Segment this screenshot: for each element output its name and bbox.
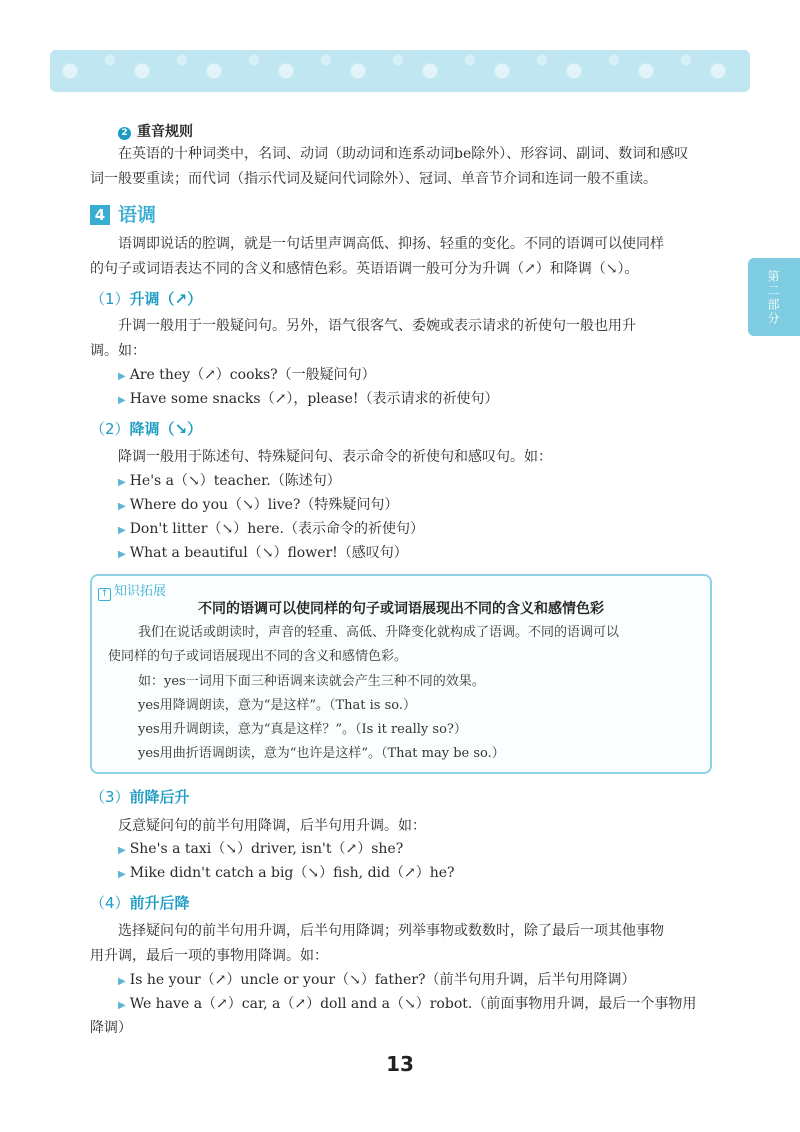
rise-fall-desc-line-1: 选择疑问句的前半句用升调，后半句用降调；列举事物或数数时，除了最后一项其他事物 <box>118 923 664 939</box>
example-text: She's a taxi（↘）driver, isn't（↗）she? <box>129 841 404 857</box>
stress-heading <box>118 121 193 141</box>
bullet-triangle-icon: ▶ <box>118 395 126 406</box>
falling-number: （2） <box>90 420 130 438</box>
fall-rise-title: 前降后升 <box>129 788 190 806</box>
bullet-triangle-icon: ▶ <box>118 371 126 382</box>
rise-fall-heading <box>90 892 190 913</box>
rise-fall-desc <box>90 919 710 968</box>
bullet-triangle-icon: ▶ <box>118 549 126 560</box>
intro-line-2: 的句子或词语表达不同的含义和感情色彩。英语语调一般可分为升调（↗）和降调（↘）。 <box>90 260 639 277</box>
example-text: He's a（↘）teacher.（陈述句） <box>129 473 341 489</box>
intro-line-1: 语调即说话的腔调，就是一句话里声调高低、抑扬、轻重的变化。不同的语调可以使同样 <box>118 236 664 252</box>
side-section-tab <box>748 258 800 336</box>
rise-fall-example-2 <box>118 992 696 1018</box>
fall-rise-heading <box>90 786 190 807</box>
bullet-triangle-icon: ▶ <box>118 477 126 488</box>
rise-fall-desc-line-2: 用升调，最后一项的事物用降调。如： <box>90 947 328 964</box>
rising-example-1 <box>118 363 376 389</box>
knowledge-expansion-box <box>90 574 712 774</box>
knowledge-line-5: yes用升调朗读，意为“真是这样？”。（Is it really so?） <box>138 722 467 737</box>
fall-rise-number: （3） <box>90 788 130 806</box>
side-tab-label: 第二部分 <box>766 270 780 326</box>
rising-desc-line-1: 升调一般用于一般疑问句。另外，语气很客气、委婉或表示请求的祈使句一般也用升 <box>118 318 636 334</box>
rising-title: 升调（↗） <box>129 290 203 308</box>
example-text: Don't litter（↘）here.（表示命令的祈使句） <box>129 521 424 537</box>
page-header-banner <box>50 50 750 92</box>
knowledge-line-3: 如：yes一词用下面三种语调来读就会产生三种不同的效果。 <box>138 674 485 689</box>
bullet-triangle-icon: ▶ <box>118 1000 126 1011</box>
bullet-triangle-icon: ▶ <box>118 976 126 987</box>
example-text: What a beautiful（↘）flower!（感叹句） <box>129 545 408 561</box>
intonation-intro <box>90 232 710 281</box>
example-text: Where do you（↘）live?（特殊疑问句） <box>129 497 399 513</box>
fall-rise-example-1 <box>118 837 403 863</box>
example-text: Are they（↗）cooks?（一般疑问句） <box>129 367 376 383</box>
example-text: Have some snacks（↗），please!（表示请求的祈使句） <box>129 391 499 407</box>
bullet-triangle-icon: ▶ <box>118 501 126 512</box>
rise-fall-number: （4） <box>90 894 130 912</box>
bullet-triangle-icon: ▶ <box>118 525 126 536</box>
knowledge-line-2: 使同样的句子或词语展现出不同的含义和感情色彩。 <box>108 649 408 664</box>
falling-example-1 <box>118 469 341 495</box>
section-title: 语调 <box>118 204 157 226</box>
rising-desc-line-2: 调。如： <box>90 342 146 359</box>
bullet-triangle-icon: ▶ <box>118 869 126 880</box>
rising-example-2 <box>118 387 498 413</box>
knowledge-line-4: yes用降调朗读，意为“是这样”。（That is so.） <box>138 698 417 713</box>
stress-title: 重音规则 <box>137 124 193 140</box>
falling-desc <box>90 445 710 470</box>
rising-number: （1） <box>90 290 130 308</box>
section-heading <box>90 200 156 227</box>
stress-line-1: 在英语的十种词类中，名词、动词（助动词和连系动词be除外）、形容词、副词、数词和感叹 <box>118 146 689 162</box>
section-number-badge: 4 <box>90 205 110 225</box>
knowledge-label-text: 知识拓展 <box>114 584 167 599</box>
fall-rise-example-2 <box>118 861 455 887</box>
rise-fall-title: 前升后降 <box>129 894 190 912</box>
example-text: Mike didn't catch a big（↘）fish, did（↗）he? <box>129 865 455 881</box>
rise-fall-example-2-cont: 降调） <box>90 1020 132 1036</box>
falling-example-4 <box>118 541 408 567</box>
rising-heading <box>90 288 202 309</box>
fall-rise-desc-line: 反意疑问句的前半句用降调，后半句用升调。如： <box>118 818 426 834</box>
upload-icon: ↑ <box>98 588 111 601</box>
falling-desc-line: 降调一般用于陈述句、特殊疑问句、表示命令的祈使句和感叹句。如： <box>118 449 552 465</box>
falling-example-2 <box>118 493 398 519</box>
knowledge-title: 不同的语调可以使同样的句子或词语展现出不同的含义和感情色彩 <box>198 601 604 617</box>
stress-number-badge: 2 <box>118 127 131 140</box>
falling-example-3 <box>118 517 424 543</box>
bullet-triangle-icon: ▶ <box>118 845 126 856</box>
knowledge-line-6: yes用曲折语调朗读，意为“也许是这样”。（That may be so.） <box>138 746 505 761</box>
knowledge-line-1: 我们在说话或朗读时，声音的轻重、高低、升降变化就构成了语调。不同的语调可以 <box>138 625 620 640</box>
example-text: Is he your（↗）uncle or your（↘）father?（前半句用升调，后半句用降调） <box>129 972 636 988</box>
falling-heading <box>90 418 202 439</box>
rising-desc <box>90 314 710 363</box>
rise-fall-example-1 <box>118 968 636 994</box>
stress-body <box>90 142 710 191</box>
fall-rise-desc <box>90 814 710 839</box>
page-number: 13 <box>386 1052 414 1076</box>
example-text: We have a（↗）car, a（↗）doll and a（↘）robot.（前面事物用升调，最后一个事物用 <box>129 996 697 1012</box>
falling-title: 降调（↘） <box>129 420 203 438</box>
stress-line-2: 词一般要重读；而代词（指示代词及疑问代词除外）、冠词、单音节介词和连词一般不重读。 <box>90 170 657 187</box>
header-title: 第二部分 语 音 <box>632 15 782 35</box>
